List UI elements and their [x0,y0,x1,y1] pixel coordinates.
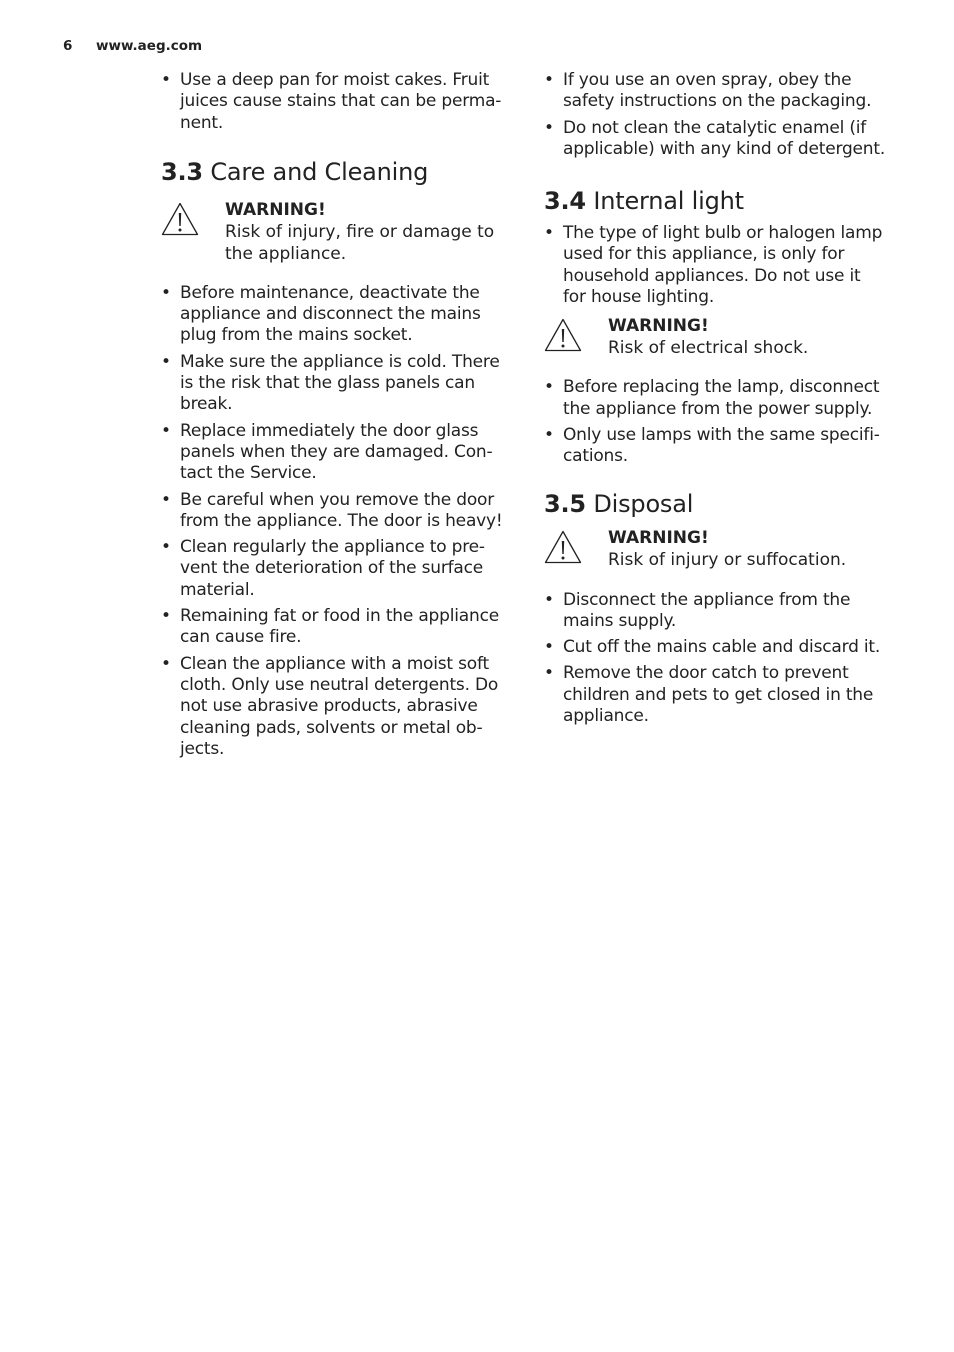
warning-text: Risk of injury, fire or damage to the appliance. [225,221,495,264]
internal-light-list [544,377,904,467]
list-item: • Clean the appliance with a moist soft cloth. Only use neutral detergents. Do not use abrasive products, abrasive cleaning pads, solvents or metal ob- jects. [161,654,516,760]
list-item: • Do not clean the catalytic enamel (if applicable) with any kind of detergent. [544,118,904,161]
warning-block [544,315,904,359]
list-item: • Use a deep pan for moist cakes. Fruit juices cause stains that can be perma- nent. [161,70,516,134]
list-item: • Remaining fat or food in the appliance can cause fire. [161,606,516,649]
list-item: • If you use an oven spray, obey the safety instructions on the packaging. [544,70,904,113]
internal-light-intro-list [544,223,904,308]
website-url: www.aeg.com [96,38,203,54]
list-item: • Be careful when you remove the door from the appliance. The door is heavy! [161,490,516,533]
section-heading-3-5: 3.5 Disposal [544,489,694,518]
list-item: • Only use lamps with the same specifi- cations. [544,425,904,468]
warning-title: WARNING! [608,316,709,337]
list-item: • Before replacing the lamp, disconnect the appliance from the power supply. [544,377,904,420]
warning-triangle-icon [544,318,582,352]
page-header [63,38,202,54]
list-item: • Cut off the mains cable and discard it. [544,637,904,658]
care-cleaning-list [161,283,516,760]
page-number: 6 [63,38,73,54]
list-item: • The type of light bulb or halogen lamp used for this appliance, is only for household appliances. Do not use it for house lighting. [544,223,904,308]
list-item: • Replace immediately the door glass panels when they are damaged. Con- tact the Service. [161,421,516,485]
right-intro-list [544,70,904,160]
warning-block [544,527,904,571]
warning-text: Risk of electrical shock. [608,338,809,359]
list-item: • Make sure the appliance is cold. There is the risk that the glass panels can break. [161,352,516,416]
right-column [544,70,904,732]
warning-title: WARNING! [608,527,709,548]
warning-block [161,199,516,265]
list-item: • Remove the door catch to prevent children and pets to get closed in the appliance. [544,663,904,727]
disposal-list [544,590,904,728]
warning-text: Risk of injury or suffocation. [608,549,847,570]
left-intro-list [161,70,516,134]
warning-triangle-icon [161,202,199,236]
warning-title: WARNING! [225,199,326,220]
section-heading-3-4: 3.4 Internal light [544,187,744,216]
list-item: • Clean regularly the appliance to pre- vent the deterioration of the surface material. [161,537,516,601]
warning-triangle-icon [544,530,582,564]
list-item: • Before maintenance, deactivate the appliance and disconnect the mains plug from the mains socket. [161,283,516,347]
list-item: • Disconnect the appliance from the mains supply. [544,590,904,633]
left-column [161,70,516,765]
section-heading-3-3: 3.3 Care and Cleaning [161,157,429,186]
